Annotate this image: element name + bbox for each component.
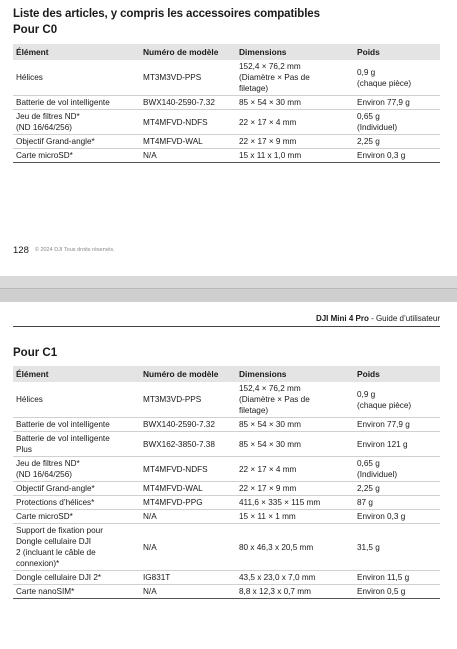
- cell-dimensions: 22 × 17 × 9 mm: [236, 482, 354, 496]
- table-row: [13, 382, 440, 418]
- cell-element: Jeu de filtres ND* (ND 16/64/256): [13, 457, 140, 482]
- cell-model-number: MT4MFVD-NDFS: [140, 457, 236, 482]
- page-title: Liste des articles, y compris les accessoires compatibles: [13, 8, 320, 20]
- page-gap-shadow: [0, 288, 457, 302]
- copyright: © 2024 DJI Tous droits réservés.: [34, 247, 115, 254]
- column-header-weight: Poids: [354, 44, 440, 60]
- cell-weight: 31,5 g: [354, 524, 440, 571]
- cell-element: Carte microSD*: [13, 510, 140, 524]
- cell-element: Carte nanoSIM*: [13, 585, 140, 599]
- cell-model-number: N/A: [140, 149, 236, 163]
- table-header-row: [13, 44, 440, 60]
- cell-element: Batterie de vol intelligente Plus: [13, 432, 140, 457]
- table-row: [13, 432, 440, 457]
- cell-weight: Environ 77,9 g: [354, 96, 440, 110]
- cell-element: Protections d’hélices*: [13, 496, 140, 510]
- column-header-model: Numéro de modèle: [140, 366, 236, 382]
- column-header-weight: Poids: [354, 366, 440, 382]
- cell-weight: Environ 0,3 g: [354, 510, 440, 524]
- table-row: [13, 524, 440, 571]
- cell-dimensions: 43,5 x 23,0 x 7,0 mm: [236, 571, 354, 585]
- table-row: [13, 457, 440, 482]
- cell-dimensions: 411,6 × 335 × 115 mm: [236, 496, 354, 510]
- page-footer: [13, 245, 115, 256]
- page-128: [0, 0, 457, 276]
- cell-weight: Environ 0,3 g: [354, 149, 440, 163]
- cell-model-number: MT3M3VD-PPS: [140, 382, 236, 418]
- cell-dimensions: 22 × 17 × 9 mm: [236, 135, 354, 149]
- cell-element: Support de fixation pour Dongle cellulaire DJI 2 (incluant le câble de connexion)*: [13, 524, 140, 571]
- section-title-c0: Pour C0: [13, 24, 58, 36]
- cell-element: Objectif Grand-angle*: [13, 135, 140, 149]
- table-c1: [13, 366, 440, 599]
- table-header-row: [13, 366, 440, 382]
- page-gap: [0, 276, 457, 288]
- table-row: [13, 510, 440, 524]
- cell-weight: Environ 0,5 g: [354, 585, 440, 599]
- cell-dimensions: 85 × 54 × 30 mm: [236, 418, 354, 432]
- column-header-dimensions: Dimensions: [236, 366, 354, 382]
- cell-element: Objectif Grand-angle*: [13, 482, 140, 496]
- cell-element: Jeu de filtres ND* (ND 16/64/256): [13, 110, 140, 135]
- header-divider: [13, 326, 440, 327]
- column-header-dimensions: Dimensions: [236, 44, 354, 60]
- header-brand: DJI Mini 4 Pro: [315, 314, 369, 323]
- cell-weight: 2,25 g: [354, 135, 440, 149]
- cell-model-number: BWX140-2590-7.32: [140, 96, 236, 110]
- table-row: [13, 585, 440, 599]
- cell-weight: Environ 11,5 g: [354, 571, 440, 585]
- table-c0: [13, 44, 440, 163]
- cell-model-number: MT4MFVD-NDFS: [140, 110, 236, 135]
- cell-model-number: N/A: [140, 585, 236, 599]
- cell-dimensions: 8,8 x 12,3 x 0,7 mm: [236, 585, 354, 599]
- column-header-model: Numéro de modèle: [140, 44, 236, 60]
- cell-weight: 0,65 g (Individuel): [354, 457, 440, 482]
- cell-model-number: N/A: [140, 524, 236, 571]
- cell-element: Batterie de vol intelligente: [13, 418, 140, 432]
- cell-weight: Environ 121 g: [354, 432, 440, 457]
- cell-model-number: MT4MFVD-PPG: [140, 496, 236, 510]
- cell-dimensions: 85 × 54 × 30 mm: [236, 96, 354, 110]
- cell-dimensions: 15 × 11 × 1 mm: [236, 510, 354, 524]
- cell-model-number: MT4MFVD-WAL: [140, 482, 236, 496]
- cell-element: Dongle cellulaire DJI 2*: [13, 571, 140, 585]
- cell-weight: 0,9 g (chaque pièce): [354, 382, 440, 418]
- table-row: [13, 96, 440, 110]
- cell-weight: Environ 77,9 g: [354, 418, 440, 432]
- cell-element: Hélices: [13, 60, 140, 96]
- header-suffix: - Guide d’utilisateur: [368, 314, 440, 323]
- cell-model-number: BWX162-3850-7.38: [140, 432, 236, 457]
- cell-model-number: BWX140-2590-7.32: [140, 418, 236, 432]
- table-row: [13, 60, 440, 96]
- table-row: [13, 482, 440, 496]
- table-row: [13, 571, 440, 585]
- cell-model-number: MT4MFVD-WAL: [140, 135, 236, 149]
- cell-element: Hélices: [13, 382, 140, 418]
- column-header-element: Élément: [13, 44, 140, 60]
- column-header-element: Élément: [13, 366, 140, 382]
- cell-weight: 0,65 g (Individuel): [354, 110, 440, 135]
- cell-element: Carte microSD*: [13, 149, 140, 163]
- cell-weight: 87 g: [354, 496, 440, 510]
- page-number: 128: [13, 245, 29, 256]
- cell-dimensions: 80 x 46,3 x 20,5 mm: [236, 524, 354, 571]
- cell-weight: 0,9 g (chaque pièce): [354, 60, 440, 96]
- table-row: [13, 135, 440, 149]
- page-header: [316, 314, 440, 323]
- table-row: [13, 496, 440, 510]
- cell-model-number: IG831T: [140, 571, 236, 585]
- cell-dimensions: 22 × 17 × 4 mm: [236, 457, 354, 482]
- cell-dimensions: 22 × 17 × 4 mm: [236, 110, 354, 135]
- cell-element: Batterie de vol intelligente: [13, 96, 140, 110]
- table-row: [13, 418, 440, 432]
- cell-model-number: MT3M3VD-PPS: [140, 60, 236, 96]
- cell-weight: 2,25 g: [354, 482, 440, 496]
- cell-dimensions: 152,4 × 76,2 mm (Diamètre × Pas de filetage): [236, 60, 354, 96]
- cell-dimensions: 85 × 54 × 30 mm: [236, 432, 354, 457]
- cell-dimensions: 152,4 × 76,2 mm (Diamètre × Pas de filetage): [236, 382, 354, 418]
- table-row: [13, 110, 440, 135]
- section-title-c1: Pour C1: [13, 347, 58, 359]
- cell-model-number: N/A: [140, 510, 236, 524]
- cell-dimensions: 15 x 11 x 1,0 mm: [236, 149, 354, 163]
- table-row: [13, 149, 440, 163]
